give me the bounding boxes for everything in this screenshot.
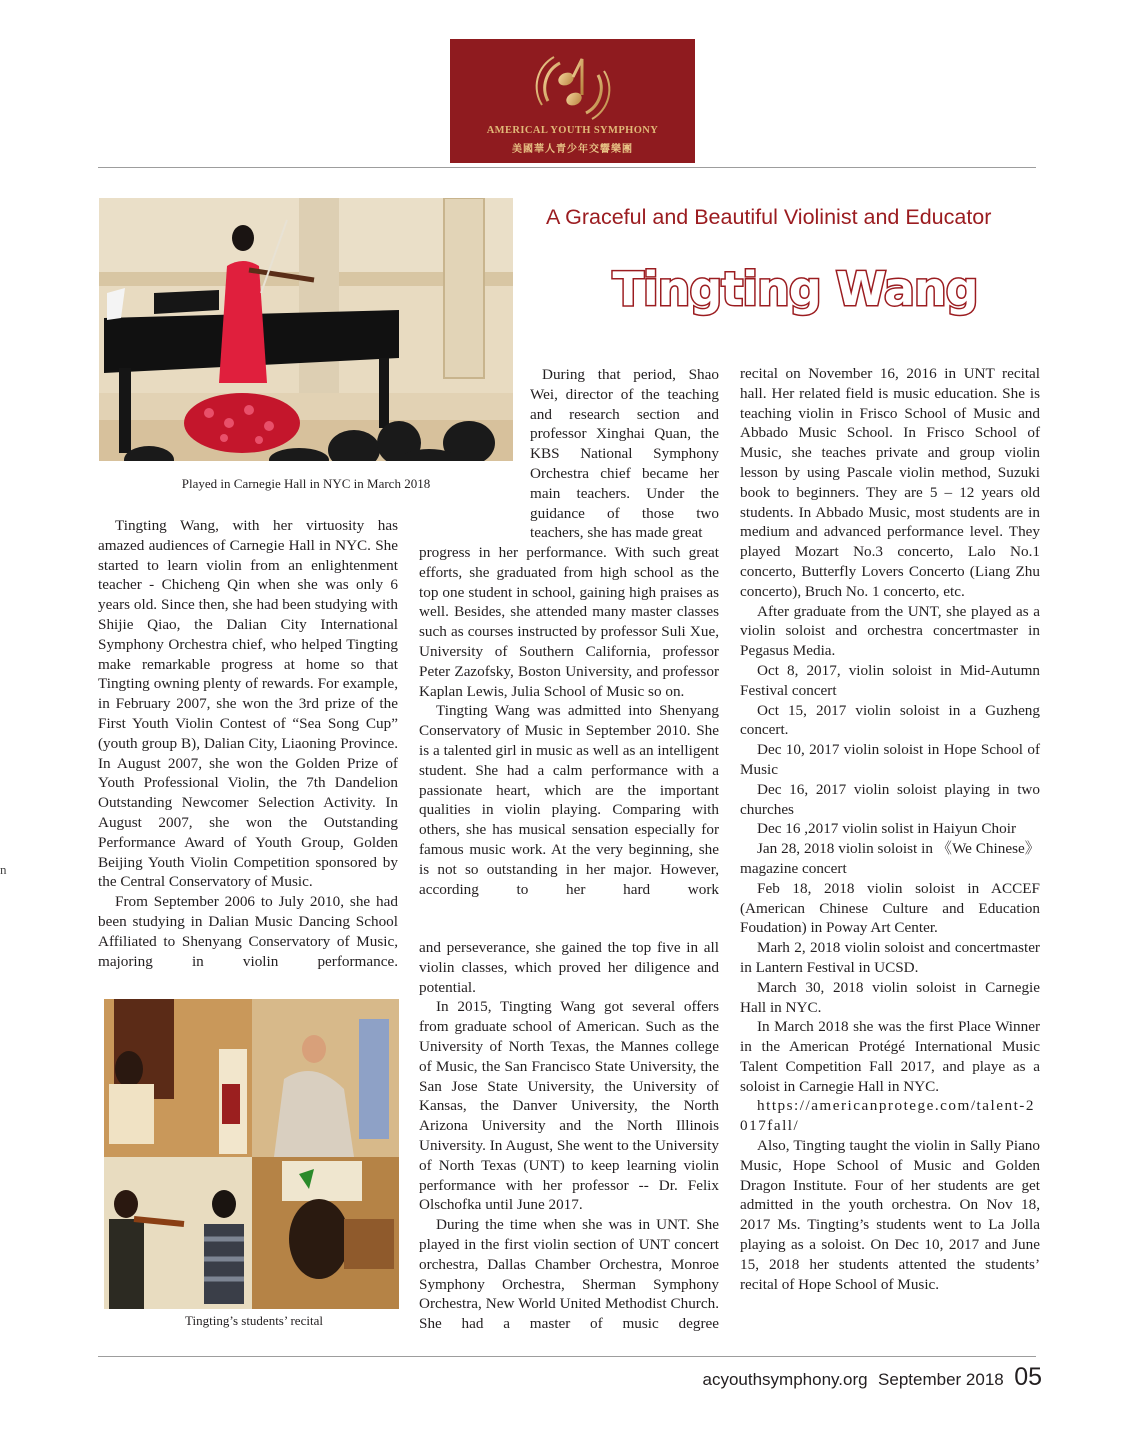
paragraph: Feb 18, 2018 violin soloist in ACCEF (American Chinese Culture and Education Foudation) in Poway Art Center. [740,879,1040,937]
carnegie-hall-photo [99,198,513,461]
paragraph: progress in her performance. With such great efforts, she graduated from high school as the top one student in school, gaining high praises as well. Besides, she attended many master classes such as courses instructed by professor Suli Xue, University of Southern California, professor Peter Zazofsky, Boston University, and professor Kaplan Lewis, Julia School of Music so on. [419,544,719,700]
article-subtitle: A Graceful and Beautiful Violinist and Educator [546,205,992,229]
page-footer [640,1363,1042,1392]
footer-issue-date: September 2018 [878,1370,1004,1389]
footer-divider [98,1356,1036,1357]
paragraph: Tingting Wang, with her virtuosity has amazed audiences of Carnegie Hall in NYC. She started to learn violin from an enlightenment teacher - Chicheng Qin when she was only 6 years old. Since then, she had been studying with Shijie Qiao, the Dalian City International Symphony Orchestra chief, who helped Tingting make remarkable progress at home so that Tingting owning plenty of rewards. For example, in February 2007, she won the 3rd prize of the First Youth Violin Contest of “Sea Song Cup” (youth group B), Dalian City, Liaoning Province. In August 2007, she won the Golden Prize of Youth Professional Violin, the 7th Dandelion Outstanding Newcomer Selection Activity. In August 2007, she won the Outstanding Performance Award of Youth Group, Golden Beijing Youth Violin Competition sponsored by the Central Conservatory of Music. [98,517,398,891]
paragraph: From September 2006 to July 2010, she had been studying in Dalian Music Dancing School Affiliated to Shenyang Conservatory of Music, majoring in violin performance. [98,893,398,970]
stray-character: n [0,862,7,877]
paragraph: Tingting Wang was admitted into Shenyang Conservatory of Music in September 2010. She is a talented girl in music as well as an intelligent student. She had a calm performance with a passionate heart, which are the important qualities in violin playing. Comparing with others, she has musical sensation especially for famous music work. At the very beginning, she is not so outstanding in her major. However, according to her hard work [419,702,719,898]
page-number: 05 [1014,1363,1042,1391]
paragraph: During the time when she was in UNT. She played in the first violin section of UNT concert orchestra, Dallas Chamber Orchestra, Monroe Symphony Orchestra, Sherman Symphony Orchestra, New World United Methodist Church. She had a master of music degree [419,1216,719,1333]
bottom-photo-caption: Tingting’s students’ recital [185,1313,323,1328]
article-title-name: Tingting Wang [612,262,978,316]
paragraph: Also, Tingting taught the violin in Sally Piano Music, Hope School of Music and Golden Dragon Institute. Four of her students are get admitted in the youth orchestra. On Nov 18, 2017 Ms. Tingting’s students went to La Jolla playing as a soloist. On Dec 10, 2017 and June 15, 2018 her students attented the students’ recital of Hope School of Music. [740,1137,1040,1293]
article-column-2-top [530,365,719,543]
paragraph: Marh 2, 2018 violin soloist and concertmaster in Lantern Festival in UCSD. [740,939,1040,976]
paragraph: In 2015, Tingting Wang got several offers from graduate school of American. Such as the University of North Texas, the Mannes college of Music, the San Francisco State University, the San Jose State University, the University of Kansas, the Danver University, the North Arizona University and the North Illinois University. In August, She went to the University of North Texas (UNT) to keep learning violin performance with her professor -- Dr. Felix Olschofka until June 2017. [419,998,719,1214]
paragraph: recital on November 16, 2016 in UNT recital hall. Her related field is music education. She is teaching violin in Frisco School of Music and Abbado Music School. In Frisco School of Music, she teaches private and group violin lesson by using Pascale violin method, Suzuki book to beginners. They are 5 – 12 years old students. In Abbado Music, most students are in medium and advanced performance level. They played Mozart No.3 concerto, Lalo No.1 concerto, Butterfly Lovers Concerto (Liang Zhu concerto), Bruch No. 1 concerto, etc. [740,365,1040,600]
logo-text-english: AMERICAL YOUTH SYMPHONY [486,125,659,136]
article-column-2-middle [419,543,719,899]
magazine-logo [450,39,695,163]
paragraph: and perseverance, she gained the top five in all violin classes, which proved her diligence and potential. [419,939,719,996]
students-recital-photo [104,999,399,1309]
paragraph: Oct 15, 2017 violin soloist in a Guzheng concert. [740,701,1040,739]
footer-website[interactable]: acyouthsymphony.org [702,1370,868,1389]
paragraph: Oct 8, 2017, violin soloist in Mid-Autumn Festival concert [740,661,1040,699]
paragraph: After graduate from the UNT, she played as a violin soloist and orchestra concertmaster in Pegasus Media. [740,602,1040,660]
article-column-3 [740,364,1040,1294]
paragraph: Dec 16, 2017 violin soloist playing in two churches [740,780,1040,818]
paragraph: During that period, Shao Wei, director of the teaching and research section and professor Xinghai Quan, the KBS National Symphony Orchestra chief became her main teachers. Under the guidance of those two teachers, she has made great [530,366,719,542]
article-column-1 [98,516,398,971]
paragraph: In March 2018 she was the first Place Winner in the American Protégé International Music Talent Competition Fall 2017, and playe as a soloist in Carnegie Hall in NYC. [740,1018,1040,1095]
paragraph: Dec 16 ,2017 violin solist in Haiyun Choir [757,820,1017,838]
paragraph: Jan 28, 2018 violin soloist in 《We Chinese》magazine concert [740,840,1040,877]
top-photo-caption: Played in Carnegie Hall in NYC in March 2018 [181,476,431,491]
paragraph: Dec 10, 2017 violin soloist in Hope School of Music [740,741,1040,778]
header-divider [98,167,1036,168]
article-column-2-bottom [419,938,719,1334]
url-link[interactable]: https://americanprotege.com/talent-2017fall/ [740,1097,1035,1135]
paragraph: March 30, 2018 violin soloist in Carnegie Hall in NYC. [740,978,1040,1016]
music-note-icon [530,49,616,127]
logo-text-chinese: 美國華人青少年交響樂團 [512,144,633,155]
